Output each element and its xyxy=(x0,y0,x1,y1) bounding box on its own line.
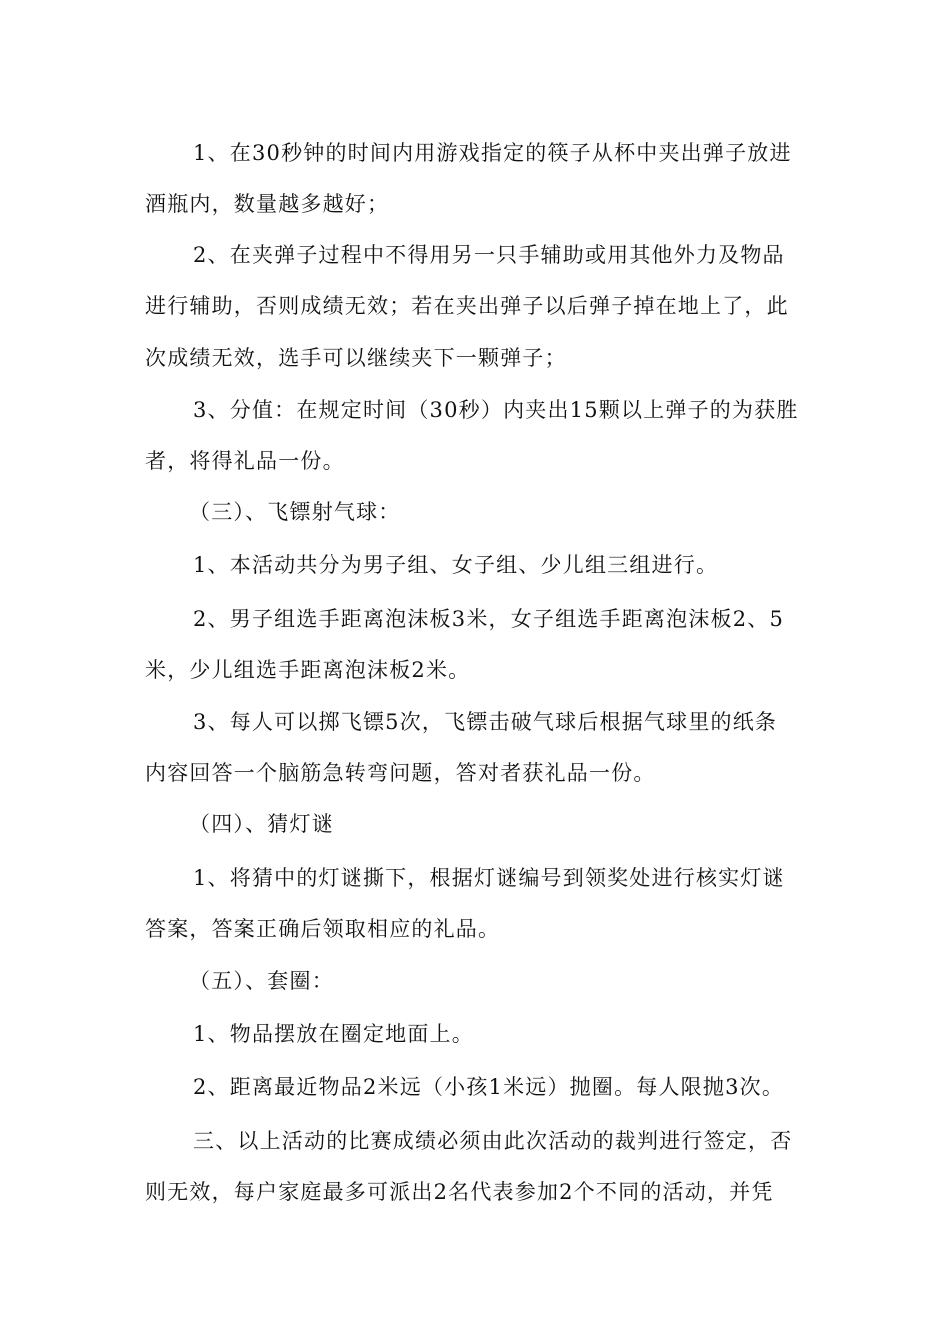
text-line: 1、将猜中的灯谜撕下，根据灯谜编号到领奖处进行核实灯谜 xyxy=(193,866,785,890)
text-line: 米，少儿组选手距离泡沫板2米。 xyxy=(145,658,471,682)
text-line: 则无效，每户家庭最多可派出2名代表参加2个不同的活动，并凭 xyxy=(145,1180,774,1204)
heading-text: （四）、猜灯谜 xyxy=(189,812,334,836)
text-line: 三、以上活动的比赛成绩必须由此次活动的裁判进行签定，否 xyxy=(193,1129,793,1153)
text-line: 1、在30秒钟的时间内用游戏指定的筷子从杯中夹出弹子放进 xyxy=(193,141,792,165)
text-line: 答案，答案正确后领取相应的礼品。 xyxy=(145,917,501,941)
text-line: 者，将得礼品一份。 xyxy=(145,449,345,473)
text-line: 内容回答一个脑筋急转弯问题，答对者获礼品一份。 xyxy=(145,761,656,785)
heading-text: （三）、飞镖射气球： xyxy=(189,500,401,524)
text-line: 2、在夹弹子过程中不得用另一只手辅助或用其他外力及物品 xyxy=(193,243,785,267)
text-line: 进行辅助，否则成绩无效；若在夹出弹子以后弹子掉在地上了，此 xyxy=(145,294,789,318)
text-line: 1、物品摆放在圈定地面上。 xyxy=(193,1022,474,1046)
text-line: 2、距离最近物品2米远（小孩1米远）抛圈。每人限抛3次。 xyxy=(193,1075,785,1099)
heading-text: （五）、套圈： xyxy=(189,969,334,993)
text-line: 3、分值：在规定时间（30秒）内夹出15颗以上弹子的为获胜 xyxy=(193,398,799,422)
text-line: 2、男子组选手距离泡沫板3米，女子组选手距离泡沫板2、5 xyxy=(193,607,785,631)
text-line: 酒瓶内，数量越多越好； xyxy=(145,192,390,216)
text-line: 1、本活动共分为男子组、女子组、少儿组三组进行。 xyxy=(193,553,719,577)
text-line: 3、每人可以掷飞镖5次，飞镖击破气球后根据气球里的纸条 xyxy=(193,710,778,734)
text-line: 次成绩无效，选手可以继续夹下一颗弹子； xyxy=(145,346,567,370)
